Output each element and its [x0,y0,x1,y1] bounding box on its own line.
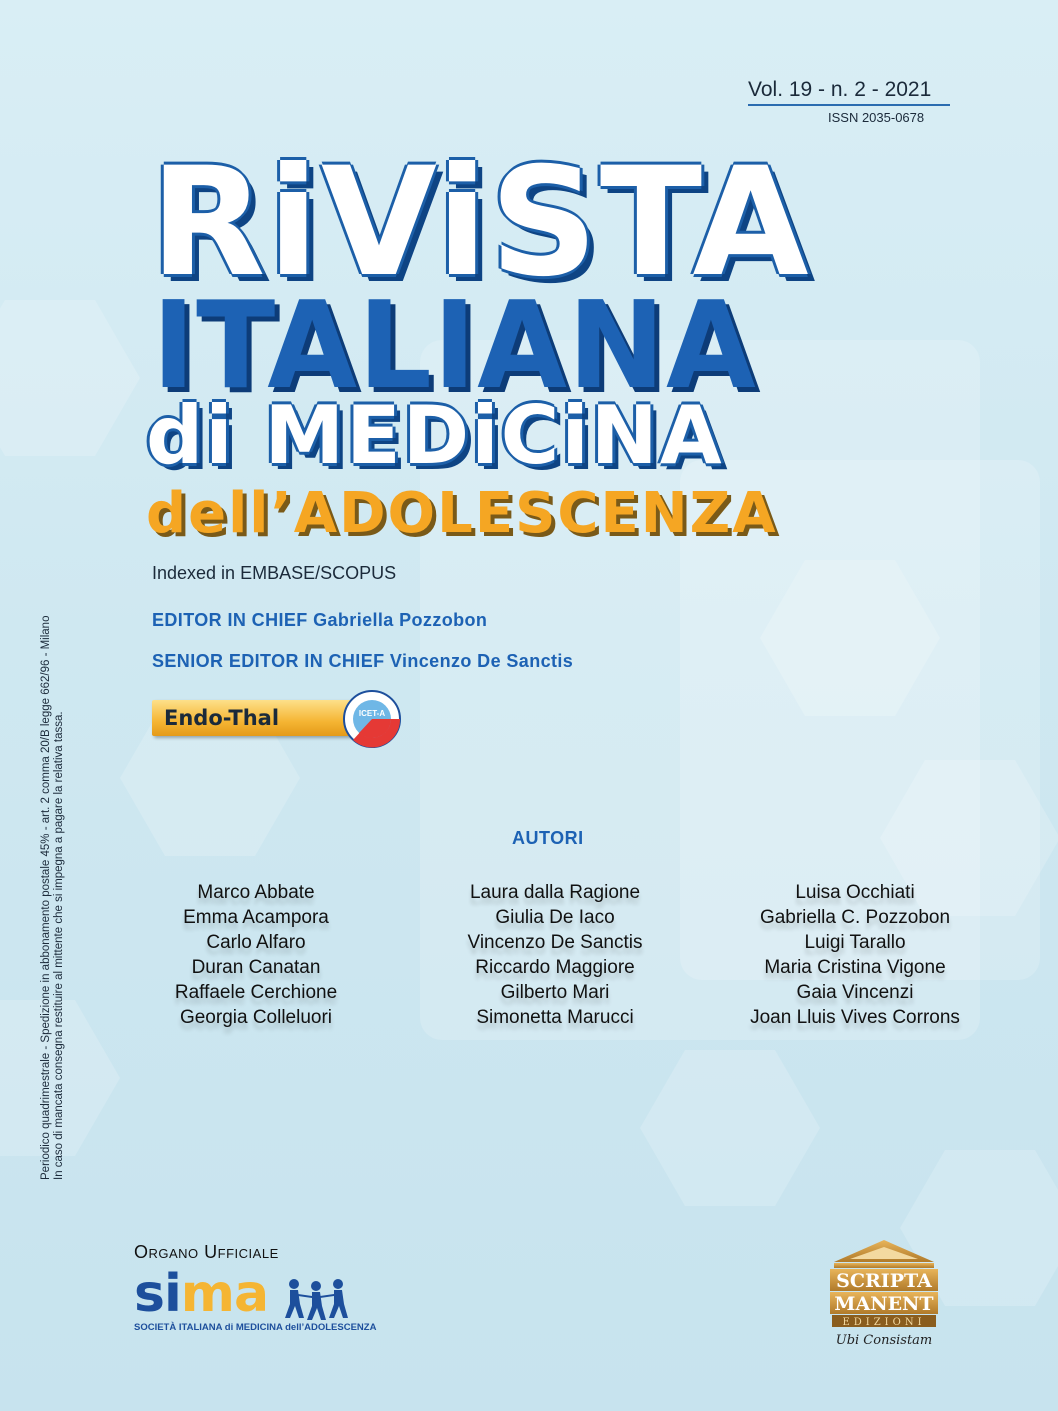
title-line-1: RiViSTA [150,136,811,310]
badge-label: Endo-Thal [164,706,280,730]
authors-column-1 [156,880,356,1030]
running-children-icon [284,1278,358,1324]
title-line-3: di MEDiCiNA [146,389,724,482]
author-name: Gaia Vincenzi [796,982,914,1003]
author-name: Raffaele Cerchione [174,982,338,1003]
author-name: Maria Cristina Vigone [764,957,946,978]
sima-wordmark: sima [134,1264,269,1324]
author-name: Luigi Tarallo [804,932,906,953]
author-name: Joan Lluis Vives Corrons [750,1007,960,1028]
publisher-line-1: SCRIPTA [836,1270,932,1292]
endo-thal-badge [152,700,360,736]
author-name: Simonetta Marucci [476,1007,634,1028]
logo-text: ICET-A [358,709,386,718]
author-name: Luisa Occhiati [795,882,915,903]
publisher-motto: Ubi Consistam [835,1333,933,1348]
author-name: Georgia Colleluori [179,1007,333,1028]
publisher-line-2: MANENT [834,1293,934,1315]
authors-column-3 [740,880,970,1030]
author-name: Duran Canatan [191,957,321,978]
postal-note-line-1: Periodico quadrimestrale - Spedizione in abbonamento postale 45% - art. 2 comma 20/B legge 662/96 - Milano [40,615,52,1180]
editor-in-chief: EDITOR IN CHIEF Gabriella Pozzobon [152,610,488,630]
author-name: Riccardo Maggiore [475,957,635,978]
author-name: Giulia De Iaco [495,907,615,928]
volume-underline [748,104,950,106]
volume-label: Vol. 19 - n. 2 - 2021 [748,78,932,101]
author-name: Carlo Alfaro [206,932,306,953]
authors-column-2 [435,880,675,1030]
author-name: Marco Abbate [197,882,315,903]
title-line-2: ITALIANA [152,275,757,416]
official-organ-label: Organo Ufficiale [134,1242,279,1262]
author-name: Gabriella C. Pozzobon [759,907,951,928]
author-name: Laura dalla Ragione [469,882,641,903]
postal-note-line-2: In caso di mancata consegna restituire al mittente che si impegna a pagare la relativa tassa. [52,711,65,1180]
sima-subtitle: SOCIETÀ ITALIANA di MEDICINA dell’ADOLESCENZA [134,1322,377,1333]
issn-label: ISSN 2035-0678 [828,110,925,125]
title-line-4: dell’ADOLESCENZA [146,481,778,546]
author-name: Emma Acampora [183,907,329,928]
authors-heading: AUTORI [512,828,584,848]
icet-a-logo [343,690,401,748]
publisher-line-3: EDIZIONI [842,1317,926,1328]
postal-note [40,615,65,1180]
scripta-manent-logo [826,1236,942,1350]
senior-editor: SENIOR EDITOR IN CHIEF Vincenzo De Sanctis [152,651,574,671]
author-name: Gilberto Mari [500,982,610,1003]
indexing-note: Indexed in EMBASE/SCOPUS [152,563,397,583]
author-name: Vincenzo De Sanctis [467,932,643,953]
